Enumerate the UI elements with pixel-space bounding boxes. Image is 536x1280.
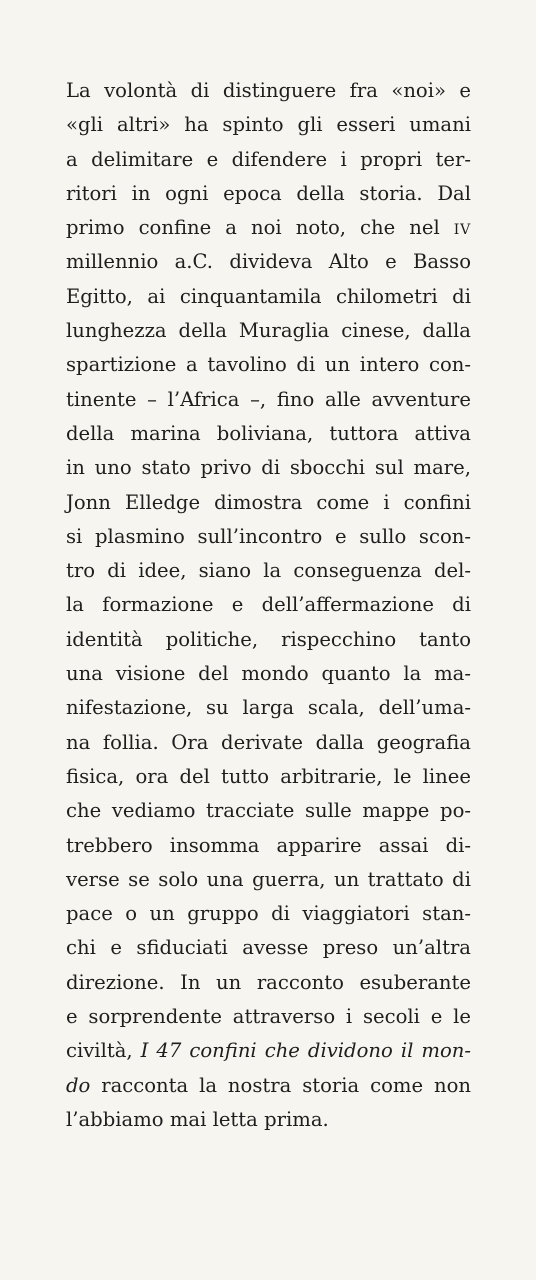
blurb-line: e sorprendente attraverso i secoli e le <box>66 1005 471 1029</box>
blurb-line: direzione. In un racconto esuberante <box>66 970 471 994</box>
blurb-line: «gli altri» ha spinto gli esseri umani <box>66 113 471 137</box>
blurb-line: la formazione e dell’affermazione di <box>66 593 471 617</box>
blurb-line: La volontà di distinguere fra «noi» e <box>66 79 471 102</box>
blurb-line: ritori in ogni epoca della storia. Dal <box>66 181 471 205</box>
blurb-line: della marina boliviana, tuttora attiva <box>66 421 471 445</box>
book-title-italic: do <box>66 1073 91 1097</box>
blurb-line: una visione del mondo quanto la ma- <box>66 662 471 686</box>
blurb-line: verse se solo una guerra, un trattato di <box>66 867 471 891</box>
blurb-line: chi e sfiduciati avesse preso un’altra <box>66 936 471 960</box>
blurb-line: millennio a.C. divideva Alto e Basso <box>66 250 471 274</box>
blurb-line: a delimitare e difendere i propri ter- <box>66 147 471 171</box>
blurb-line-text: racconta la nostra storia come non <box>101 1073 471 1097</box>
blurb-line: trebbero insomma apparire assai di- <box>66 833 471 857</box>
blurb-line: fisica, ora del tutto arbitrarie, le linee <box>66 764 471 788</box>
book-title-italic: I 47 confini che dividono il mon- <box>140 1039 471 1063</box>
blurb-line: in uno stato privo di sbocchi sul mare, <box>66 456 471 480</box>
blurb-line: lunghezza della Muraglia cinese, dalla <box>66 319 471 343</box>
blurb-line: identità politiche, rispecchino tanto <box>66 627 471 651</box>
blurb-line: che vediamo tracciate sulle mappe po- <box>66 799 471 823</box>
blurb-line-text: civiltà, <box>66 1039 133 1063</box>
blurb-line-text: primo confine a noi noto, che nel <box>66 216 440 240</box>
blurb-line: spartizione a tavolino di un intero con- <box>66 353 471 377</box>
blurb-line: nifestazione, su larga scala, dell’uma- <box>66 696 471 720</box>
blurb-line <box>66 211 471 245</box>
blurb-line <box>66 1069 471 1103</box>
roman-numeral-iv: iv <box>453 216 471 240</box>
blurb-line <box>66 1034 471 1068</box>
blurb-line: na follia. Ora derivate dalla geografia <box>66 730 471 754</box>
blurb-line: si plasmino sull’incontro e sullo scon- <box>66 524 471 548</box>
blurb-line: Jonn Elledge dimostra come i confini <box>66 490 471 514</box>
blurb-line: Egitto, ai cinquantamila chilometri di <box>66 284 471 308</box>
book-blurb-paragraph <box>66 74 471 1137</box>
blurb-line: tinente – l’Africa –, fino alle avventure <box>66 387 471 411</box>
blurb-line: pace o un gruppo di viaggiatori stan- <box>66 902 471 926</box>
blurb-line: l’abbiamo mai letta prima. <box>66 1107 329 1131</box>
blurb-line: tro di idee, siano la conseguenza del- <box>66 559 471 583</box>
